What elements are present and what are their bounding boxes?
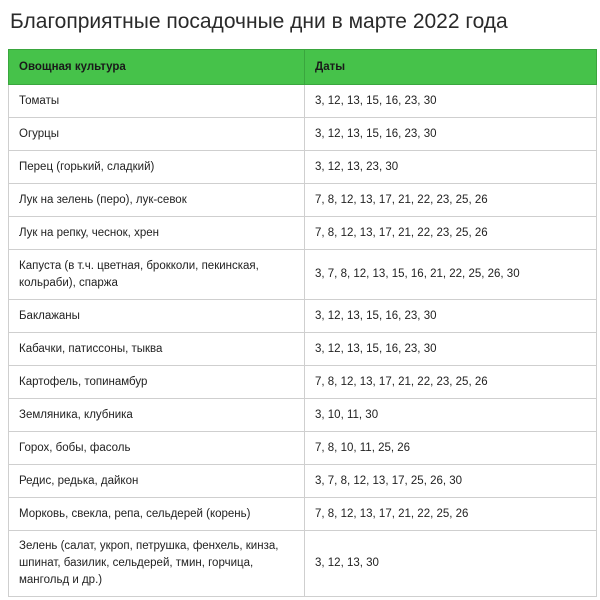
table-row [9,184,597,217]
dates-cell: 3, 7, 8, 12, 13, 15, 16, 21, 22, 25, 26, 30 [305,250,597,300]
table-row [9,217,597,250]
table-row [9,151,597,184]
dates-cell: 3, 12, 13, 15, 16, 23, 30 [305,85,597,118]
table-row [9,498,597,531]
crop-cell: Капуста (в т.ч. цветная, брокколи, пекинская, кольраби), спаржа [9,250,305,300]
crop-cell: Томаты [9,85,305,118]
table-row [9,333,597,366]
table-row [9,300,597,333]
crop-cell: Картофель, топинамбур [9,366,305,399]
planting-days-table [8,49,597,597]
crop-cell: Баклажаны [9,300,305,333]
column-header-crop: Овощная культура [9,50,305,85]
dates-cell: 3, 12, 13, 15, 16, 23, 30 [305,300,597,333]
crop-cell: Земляника, клубника [9,399,305,432]
page-title: Благоприятные посадочные дни в марте 2022 года [10,10,508,33]
dates-cell: 7, 8, 12, 13, 17, 21, 22, 25, 26 [305,498,597,531]
dates-cell: 3, 12, 13, 30 [305,531,597,597]
crop-cell: Горох, бобы, фасоль [9,432,305,465]
dates-cell: 3, 12, 13, 15, 16, 23, 30 [305,333,597,366]
crop-cell: Морковь, свекла, репа, сельдерей (корень) [9,498,305,531]
crop-cell: Лук на зелень (перо), лук-севок [9,184,305,217]
dates-cell: 3, 10, 11, 30 [305,399,597,432]
crop-cell: Редис, редька, дайкон [9,465,305,498]
table-row [9,531,597,597]
column-header-dates: Даты [305,50,597,85]
table-row [9,432,597,465]
crop-cell: Зелень (салат, укроп, петрушка, фенхель, кинза, шпинат, базилик, сельдерей, тмин, горчица, мангольд и др.) [9,531,305,597]
dates-cell: 3, 12, 13, 23, 30 [305,151,597,184]
table-header-row [9,50,597,85]
dates-cell: 7, 8, 12, 13, 17, 21, 22, 23, 25, 26 [305,217,597,250]
crop-cell: Перец (горький, сладкий) [9,151,305,184]
dates-cell: 7, 8, 12, 13, 17, 21, 22, 23, 25, 26 [305,184,597,217]
table-row [9,250,597,300]
crop-cell: Огурцы [9,118,305,151]
crop-cell: Лук на репку, чеснок, хрен [9,217,305,250]
dates-cell: 7, 8, 10, 11, 25, 26 [305,432,597,465]
table-row [9,366,597,399]
table-row [9,118,597,151]
dates-cell: 3, 12, 13, 15, 16, 23, 30 [305,118,597,151]
dates-cell: 7, 8, 12, 13, 17, 21, 22, 23, 25, 26 [305,366,597,399]
table-row [9,399,597,432]
crop-cell: Кабачки, патиссоны, тыква [9,333,305,366]
table-row [9,465,597,498]
table-row [9,85,597,118]
dates-cell: 3, 7, 8, 12, 13, 17, 25, 26, 30 [305,465,597,498]
